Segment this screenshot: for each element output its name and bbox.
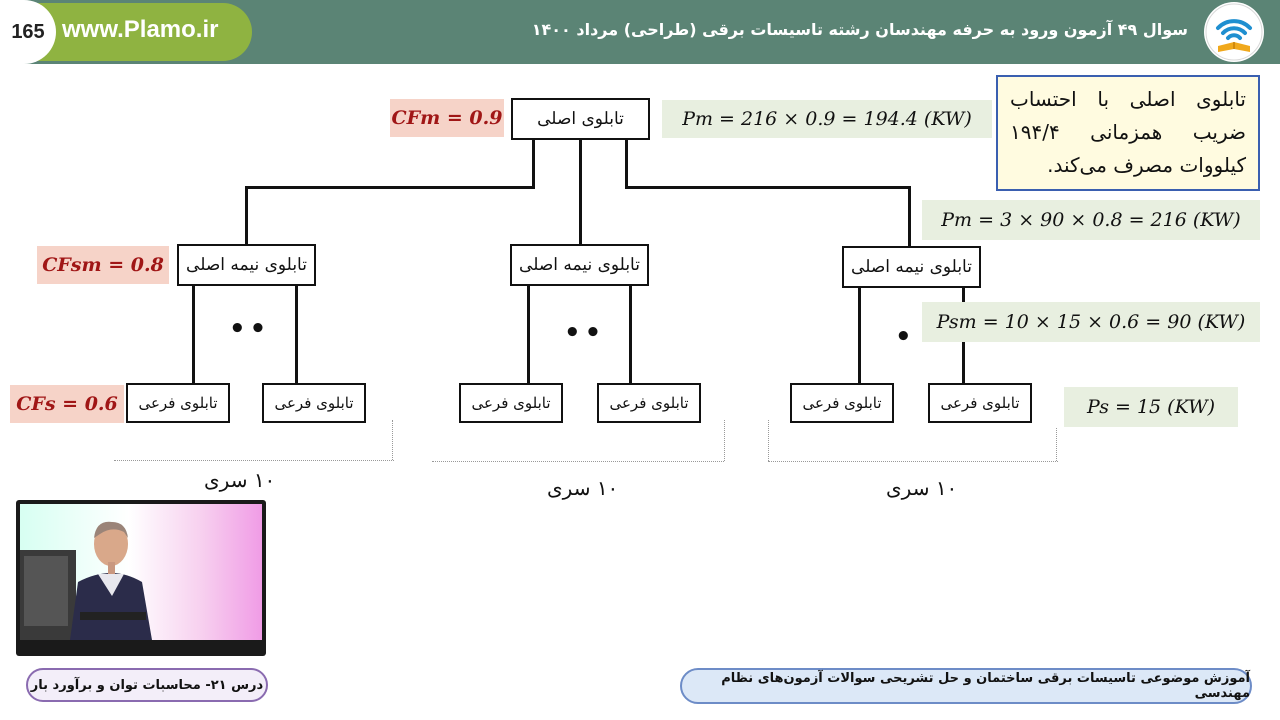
lesson-title: درس ۲۱- محاسبات توان و برآورد بار bbox=[30, 677, 264, 693]
sub-panel-label: تابلوی فرعی bbox=[138, 394, 218, 412]
note-box bbox=[996, 75, 1260, 191]
sub-main-panel-box-1 bbox=[177, 244, 316, 286]
cf-sub-label: CFs = 0.6 bbox=[10, 385, 124, 423]
group-bracket-side bbox=[724, 420, 725, 461]
sub-main-panel-label: تابلوی نیمه اصلی bbox=[186, 255, 307, 275]
main-panel-box bbox=[511, 98, 650, 140]
sub-panel-label: تابلوی فرعی bbox=[274, 394, 354, 412]
group-bracket bbox=[432, 461, 724, 462]
continuation-dots: • bbox=[895, 322, 916, 352]
sub-panel-box bbox=[459, 383, 563, 423]
page-number: 165 bbox=[11, 20, 45, 43]
sub-main-panel-box-3 bbox=[842, 246, 981, 288]
sub-panel-box bbox=[126, 383, 230, 423]
presenter-image bbox=[20, 504, 262, 640]
sub-panel-box bbox=[597, 383, 701, 423]
sub-panel-box bbox=[928, 383, 1032, 423]
page-title: سوال ۴۹ آزمون ورود به حرفه مهندسان رشته تاسیسات برقی (طراحی) مرداد ۱۴۰۰ bbox=[531, 20, 1188, 39]
sub-panel-box bbox=[790, 383, 894, 423]
main-panel-label: تابلوی اصلی bbox=[537, 109, 624, 129]
continuation-dots: •• bbox=[564, 318, 606, 348]
course-title-pill bbox=[680, 668, 1252, 704]
series-label: ۱۰ سری bbox=[204, 468, 276, 492]
continuation-dots: •• bbox=[229, 314, 271, 344]
sub-panel-box bbox=[262, 383, 366, 423]
group-bracket bbox=[768, 461, 1058, 462]
video-player[interactable] bbox=[20, 504, 262, 640]
site-url[interactable]: www.Plamo.ir bbox=[62, 16, 219, 43]
formula-main: Pm = 216 × 0.9 = 194.4 (KW) bbox=[662, 100, 992, 138]
group-bracket bbox=[114, 460, 394, 461]
sub-main-panel-label: تابلوی نیمه اصلی bbox=[519, 255, 640, 275]
cf-sub-main-label: CFsm = 0.8 bbox=[37, 246, 169, 284]
group-bracket-side bbox=[392, 420, 393, 460]
wifi-book-icon bbox=[1204, 2, 1264, 62]
series-label: ۱۰ سری bbox=[547, 476, 619, 500]
lesson-title-pill bbox=[26, 668, 268, 702]
course-title: آموزش موضوعی تاسیسات برقی ساختمان و حل تشریحی سوالات آزمون‌های نظام مهندسی bbox=[721, 671, 1250, 701]
sub-main-panel-label: تابلوی نیمه اصلی bbox=[851, 257, 972, 277]
sub-main-panel-box-2 bbox=[510, 244, 649, 286]
formula-sub-main-each: Psm = 10 × 15 × 0.6 = 90 (KW) bbox=[922, 302, 1260, 342]
sub-panel-label: تابلوی فرعی bbox=[802, 394, 882, 412]
sub-panel-label: تابلوی فرعی bbox=[940, 394, 1020, 412]
sub-panel-label: تابلوی فرعی bbox=[609, 394, 689, 412]
group-bracket-side bbox=[768, 420, 769, 461]
series-label: ۱۰ سری bbox=[886, 476, 958, 500]
sub-panel-label: تابلوی فرعی bbox=[471, 394, 551, 412]
group-bracket-side bbox=[1056, 428, 1057, 461]
formula-sub: Ps = 15 (KW) bbox=[1064, 387, 1238, 427]
note-text: تابلوی اصلی با احتساب ضریب همزمانی ۱۹۴/۴ کیلووات مصرف می‌کند. bbox=[1010, 87, 1246, 177]
formula-sub-main: Pm = 3 × 90 × 0.8 = 216 (KW) bbox=[922, 200, 1260, 240]
cf-main-label: CFm = 0.9 bbox=[390, 99, 504, 137]
